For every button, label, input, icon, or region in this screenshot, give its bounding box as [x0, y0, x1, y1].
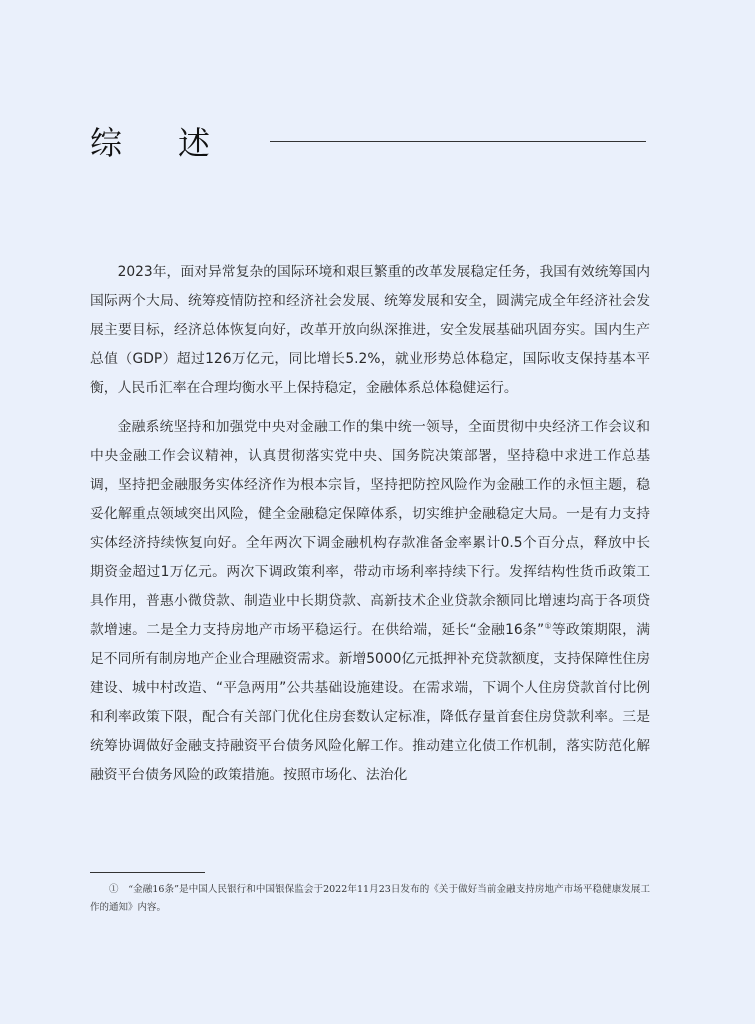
footnote	[90, 872, 650, 917]
section-heading	[90, 118, 650, 168]
footnote-rule	[90, 872, 205, 873]
footnote-reference[interactable]: ①	[544, 621, 552, 631]
paragraph-1: 2023年，面对异常复杂的国际环境和艰巨繁重的改革发展稳定任务，我国有效统筹国内国际两个大局、统筹疫情防控和经济社会发展、统筹发展和安全，圆满完成全年经济社会发展主要目标，经济总体恢复向好，改革开放向纵深推进，安全发展基础巩固夯实。国内生产总值（GDP）超过126万亿元，同比增长5.2%，就业形势总体稳定，国际收支保持基本平衡，人民币汇率在合理均衡水平上保持稳定，金融体系总体稳健运行。	[90, 264, 650, 396]
heading-rule	[270, 141, 646, 142]
paragraph-2-part-2: 等政策期限，满足不同所有制房地产企业合理融资需求。新增5000亿元抵押补充贷款额度，支持保障性住房建设、城中村改造、“平急两用”公共基础设施建设。在需求端，下调个人住房贷款首付比例和利率政策下限，配合有关部门优化住房套数认定标准，降低存量首套住房贷款利率。三是统筹协调做好金融支持融资平台债务风险化解工作。推动建立化债工作机制，落实防范化解融资平台债务风险的政策措施。按照市场化、法治化	[90, 622, 651, 783]
paragraph-2-part-1: 金融系统坚持和加强党中央对金融工作的集中统一领导，全面贯彻中央经济工作会议和中央金融工作会议精神，认真贯彻落实党中央、国务院决策部署，坚持稳中求进工作总基调，坚持把金融服务实体经济作为根本宗旨，坚持把防控风险作为金融工作的永恒主题，稳妥化解重点领域突出风险，健全金融稳定保障体系，切实维护金融稳定大局。一是有力支持实体经济持续恢复向好。全年两次下调金融机构存款准备金率累计0.5个百分点，释放中长期资金超过1万亿元。两次下调政策利率，带动市场利率持续下行。发挥结构性货币政策工具作用，普惠小微贷款、制造业中长期贷款、高新技术企业贷款余额同比增速均高于各项贷款增速。二是全力支持房地产市场平稳运行。在供给端，延长“金融16条”	[90, 419, 650, 638]
paragraph-2	[90, 413, 650, 790]
body-text	[90, 258, 650, 800]
page-title: 综述	[90, 124, 267, 162]
footnote-text: ① “金融16条”是中国人民银行和中国银保监会于2022年11月23日发布的《关于做好当前金融支持房地产市场平稳健康发展工作的通知》内容。	[90, 884, 650, 913]
